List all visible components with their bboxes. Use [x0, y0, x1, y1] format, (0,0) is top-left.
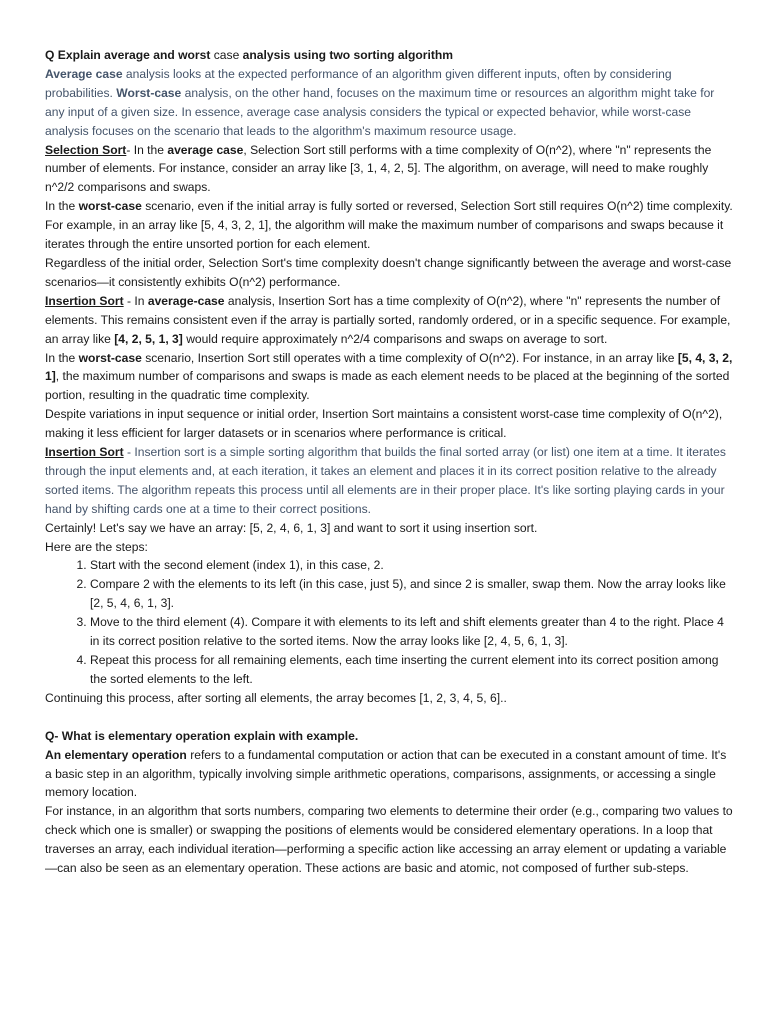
insertion-sort-average: Insertion Sort - In average-case analysis, Insertion Sort has a time complexity of O(n^2), where "n" represents the number of elements. This remains consistent even if the array is partially sorted, randomly ordered, or in a specific sequence. For example, an array like [4, 2, 5, 1, 3] would require approximately n^2/4 comparisons and swaps on average to sort.: [45, 293, 731, 346]
elementary-operation-definition: An elementary operation refers to a fundamental computation or action that can be executed in a constant amount of time. It's a basic step in an algorithm, typically involving simple arithmetic operations, comparisons, assignments, or accessing a single memory location.: [45, 747, 727, 800]
example-intro: Certainly! Let's say we have an array: [5, 2, 4, 6, 1, 3] and want to sort it using insertion sort.: [45, 520, 538, 535]
selection-sort-worst: In the worst-case scenario, even if the initial array is fully sorted or reversed, Selection Sort still requires O(n^2) time complexity. For example, in an array like [5, 4, 3, 2, 1], the algorithm will make the maximum number of comparisons and swaps because it iterates through the entire unsorted portion for each element.: [45, 199, 733, 252]
intro-paragraph: Average case analysis looks at the expected performance of an algorithm given different inputs, often by considering probabilities. Worst-case analysis, on the other hand, focuses on the maximum time or resources an algorithm might take for any input of a given size. In essence, average case analysis considers the typical or expected behavior, while worst-case analysis focuses on the scenario that leads to the algorithm's maximum resource usage.: [45, 66, 715, 138]
insertion-sort-heading: Insertion Sort: [45, 293, 124, 308]
document-body: [45, 46, 735, 878]
question-2-title: Q- What is elementary operation explain with example.: [45, 728, 359, 743]
insertion-sort-description: Insertion Sort - Insertion sort is a simple sorting algorithm that builds the final sorted array (or list) one item at a time. It iterates through the input elements and, at each iteration, it takes an element and places it in its correct position relative to the already sorted items. The algorithm repeats this process until all elements are in their proper place. It's like sorting playing cards in your hand by shifting cards one at a time to their correct positions.: [45, 445, 726, 516]
steps-list: [45, 556, 735, 688]
question-1-title: Q Explain average and worst case analysis using two sorting algorithm: [45, 48, 453, 62]
question-marker: Q: [45, 48, 55, 62]
list-item: 3. Move to the third element (4). Compare it with elements to its left and shift elements greater than 4 to the right. Place 4 in its correct position relative to the sorted items. Now the array looks like [2, 4, 5, 6, 1, 3].: [90, 613, 735, 651]
list-item: 1. Start with the second element (index 1), in this case, 2.: [90, 556, 735, 575]
insertion-sort-heading-2: Insertion Sort: [45, 445, 124, 460]
elementary-operation-example: For instance, in an algorithm that sorts numbers, comparing two elements to determine their order (e.g., comparing two values to check which one is smaller) or swapping the positions of elements would be considered elementary operations. In a loop that traverses an array, each individual iteration—performing a specific action like accessing an array element or updating a variable—can also be seen as an elementary operation. These actions are basic and atomic, not composed of further sub-steps.: [45, 804, 733, 876]
list-item: 4. Repeat this process for all remaining elements, each time inserting the current element into its correct position among the sorted elements to the left.: [90, 651, 735, 689]
selection-sort-average: Selection Sort- In the average case, Selection Sort still performs with a time complexity of O(n^2), where "n" represents the number of elements. For instance, consider an array like [3, 1, 4, 2, 5]. The algorithm, on average, will need to make roughly n^2/2 comparisons and swaps.: [45, 142, 712, 195]
selection-sort-heading: Selection Sort: [45, 142, 127, 157]
spacer: [45, 708, 735, 727]
insertion-sort-worst: In the worst-case scenario, Insertion Sort still operates with a time complexity of O(n^2). For instance, in an array like [5, 4, 3, 2, 1], the maximum number of comparisons and swaps is made as each element needs to be placed at the beginning of the sorted portion, resulting in the quadratic time complexity.: [45, 350, 733, 403]
steps-label: Here are the steps:: [45, 539, 148, 554]
example-conclusion: Continuing this process, after sorting all elements, the array becomes [1, 2, 3, 4, 5, 6]..: [45, 690, 507, 705]
selection-sort-summary: Regardless of the initial order, Selection Sort's time complexity doesn't change significantly between the average and worst-case scenarios—it consistently exhibits O(n^2) performance.: [45, 255, 732, 289]
list-item: 2. Compare 2 with the elements to its left (in this case, just 5), and since 2 is smaller, swap them. Now the array looks like [2, 5, 4, 6, 1, 3].: [90, 575, 735, 613]
insertion-sort-summary: Despite variations in input sequence or initial order, Insertion Sort maintains a consistent worst-case time complexity of O(n^2), making it less efficient for larger datasets or in scenarios where performance is critical.: [45, 407, 723, 441]
